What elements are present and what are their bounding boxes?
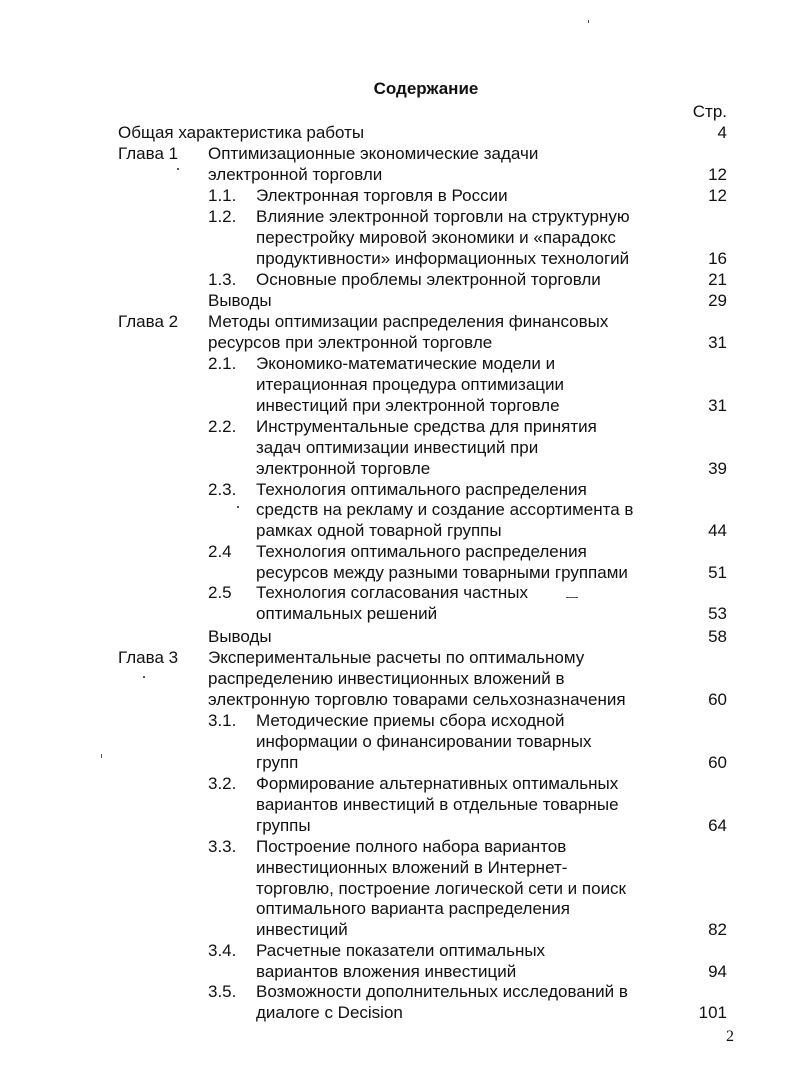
scan-speck xyxy=(566,597,578,598)
toc-text: Экономико-математические модели и xyxy=(256,354,556,373)
toc-line xyxy=(0,227,796,248)
toc-line xyxy=(0,647,796,668)
toc-line xyxy=(0,541,796,562)
toc-line xyxy=(0,206,796,227)
toc-text: электронной торговли xyxy=(208,165,383,184)
toc-line xyxy=(0,773,796,794)
toc-line xyxy=(0,961,796,982)
page-column-header-row xyxy=(0,101,796,122)
toc-line xyxy=(0,582,796,603)
toc-label: 3.3. xyxy=(208,837,237,856)
scan-speck xyxy=(177,168,179,170)
toc-text: распределению инвестиционных вложений в xyxy=(208,669,565,688)
toc-text: Технология оптимального распределения xyxy=(256,542,587,561)
toc-line xyxy=(0,562,796,583)
toc-text: Выводы xyxy=(208,627,272,646)
toc-page: 29 xyxy=(708,291,727,310)
toc-page: 51 xyxy=(708,563,727,582)
toc-label: 2.3. xyxy=(208,480,237,499)
toc-line xyxy=(0,689,796,710)
toc-label: Глава 1 xyxy=(118,144,179,163)
toc-text: Возможности дополнительных исследований в xyxy=(256,982,628,1001)
toc-line xyxy=(0,416,796,437)
toc-line xyxy=(0,626,796,647)
toc-page: 53 xyxy=(708,604,727,623)
toc-line xyxy=(0,940,796,961)
toc-text: средств на рекламу и создание ассортимента в xyxy=(256,500,634,519)
toc-line xyxy=(0,458,796,479)
toc-label: 1.2. xyxy=(208,207,237,226)
toc-page: 101 xyxy=(698,1003,727,1022)
page-column-header: Стр. xyxy=(692,102,727,121)
toc-line xyxy=(0,752,796,773)
toc-text: вариантов инвестиций в отдельные товарные xyxy=(256,795,619,814)
toc-label: Глава 3 xyxy=(118,648,179,667)
toc-text: Выводы xyxy=(208,291,272,310)
toc-label: 2.2. xyxy=(208,417,237,436)
toc-line xyxy=(0,269,796,290)
toc-text: Инструментальные средства для принятия xyxy=(256,417,597,436)
toc-page: 21 xyxy=(708,270,727,289)
scan-speck xyxy=(101,754,102,758)
toc-page: 16 xyxy=(708,249,727,268)
toc-text: Экспериментальные расчеты по оптимальному xyxy=(208,648,585,667)
toc-text: Построение полного набора вариантов xyxy=(256,837,567,856)
toc-label: 2.1. xyxy=(208,354,237,373)
toc-line xyxy=(0,479,796,500)
toc-page: 60 xyxy=(708,690,727,709)
toc-line xyxy=(0,603,796,624)
toc-text: групп xyxy=(256,753,299,772)
toc-line xyxy=(0,981,796,1002)
toc-line xyxy=(0,122,796,143)
toc-page: 82 xyxy=(708,920,727,939)
toc-text: Расчетные показатели оптимальных xyxy=(256,941,546,960)
toc-label: 3.4. xyxy=(208,941,237,960)
toc-line xyxy=(0,520,796,541)
toc-text: Оптимизационные экономические задачи xyxy=(208,144,539,163)
toc-text: диалоге с Decision xyxy=(256,1003,403,1022)
toc-text: Технология оптимального распределения xyxy=(256,480,587,499)
toc-text: задач оптимизации инвестиций при xyxy=(256,438,539,457)
toc-line xyxy=(0,668,796,689)
toc-text: оптимальных решений xyxy=(256,604,438,623)
toc-text: инвестиций при электронной торговле xyxy=(256,396,560,415)
toc-page: 60 xyxy=(708,753,727,772)
toc-line xyxy=(0,311,796,332)
toc-text: Общая характеристика работы xyxy=(118,123,365,142)
page-number: 2 xyxy=(726,1028,734,1045)
toc-text: ресурсов между разными товарными группами xyxy=(256,563,628,582)
toc-line xyxy=(0,815,796,836)
scan-speck xyxy=(237,506,239,508)
toc-text: Основные проблемы электронной торговли xyxy=(256,270,601,289)
toc-text: Электронная торговля в России xyxy=(256,186,508,205)
toc-text: Формирование альтернативных оптимальных xyxy=(256,774,619,793)
toc-line xyxy=(0,374,796,395)
toc-line xyxy=(0,332,796,353)
toc-text: группы xyxy=(256,816,311,835)
toc-page: 58 xyxy=(708,627,727,646)
toc-page: 12 xyxy=(708,186,727,205)
toc-text: Методические приемы сбора исходной xyxy=(256,711,565,730)
toc-text: вариантов вложения инвестиций xyxy=(256,962,517,981)
toc-label: 2.4 xyxy=(208,542,232,561)
toc-label: 3.5. xyxy=(208,982,237,1001)
toc-page: 44 xyxy=(708,521,727,540)
toc-text: рамках одной товарной группы xyxy=(256,521,502,540)
toc-line xyxy=(0,710,796,731)
toc-line xyxy=(0,499,796,520)
toc-page: 64 xyxy=(708,816,727,835)
scan-speck xyxy=(143,676,145,678)
toc-text: инвестиционных вложений в Интернет- xyxy=(256,858,568,877)
toc-text: информации о финансировании товарных xyxy=(256,732,592,751)
toc-page: 39 xyxy=(708,459,727,478)
toc-line xyxy=(0,898,796,919)
toc-text: торговлю, построение логической сети и поиск xyxy=(256,879,626,898)
toc-page: 4 xyxy=(717,123,727,142)
toc-text: продуктивности» информационных технологий xyxy=(256,249,630,268)
toc-label: 2.5 xyxy=(208,583,232,602)
toc-line xyxy=(0,1002,796,1023)
toc-text: электронной торговле xyxy=(256,459,431,478)
toc-label: Глава 2 xyxy=(118,312,179,331)
toc-label: 3.1. xyxy=(208,711,237,730)
toc-page: 94 xyxy=(708,962,727,981)
toc-text: оптимального варианта распределения xyxy=(256,899,570,918)
toc-text: перестройку мировой экономики и «парадокс xyxy=(256,228,616,247)
toc-label: 1.1. xyxy=(208,186,237,205)
toc-page: 31 xyxy=(708,396,727,415)
page-title: Содержание xyxy=(373,79,479,98)
toc-text: инвестиций xyxy=(256,920,348,939)
toc-text: ресурсов при электронной торговле xyxy=(208,333,493,352)
toc-text: Технология согласования частных xyxy=(256,583,528,602)
toc-line xyxy=(0,164,796,185)
toc-text: Методы оптимизации распределения финансовых xyxy=(208,312,609,331)
toc-page: 12 xyxy=(708,165,727,184)
toc-text: электронную торговлю товарами сельхозназначения xyxy=(208,690,626,709)
toc-line xyxy=(0,878,796,899)
toc-line xyxy=(0,185,796,206)
toc-line xyxy=(0,437,796,458)
toc-line xyxy=(0,836,796,857)
toc-page: 31 xyxy=(708,333,727,352)
toc-text: Влияние электронной торговли на структурную xyxy=(256,207,630,226)
toc-line xyxy=(0,919,796,940)
toc-line xyxy=(0,353,796,374)
toc-label: 3.2. xyxy=(208,774,237,793)
toc-line xyxy=(0,248,796,269)
scan-speck xyxy=(588,20,589,23)
toc-text: итерационная процедура оптимизации xyxy=(256,375,565,394)
toc-line xyxy=(0,731,796,752)
toc-line xyxy=(0,857,796,878)
toc-line xyxy=(0,143,796,164)
toc-line xyxy=(0,794,796,815)
toc-label: 1.3. xyxy=(208,270,237,289)
toc-line xyxy=(0,395,796,416)
toc-line xyxy=(0,290,796,311)
